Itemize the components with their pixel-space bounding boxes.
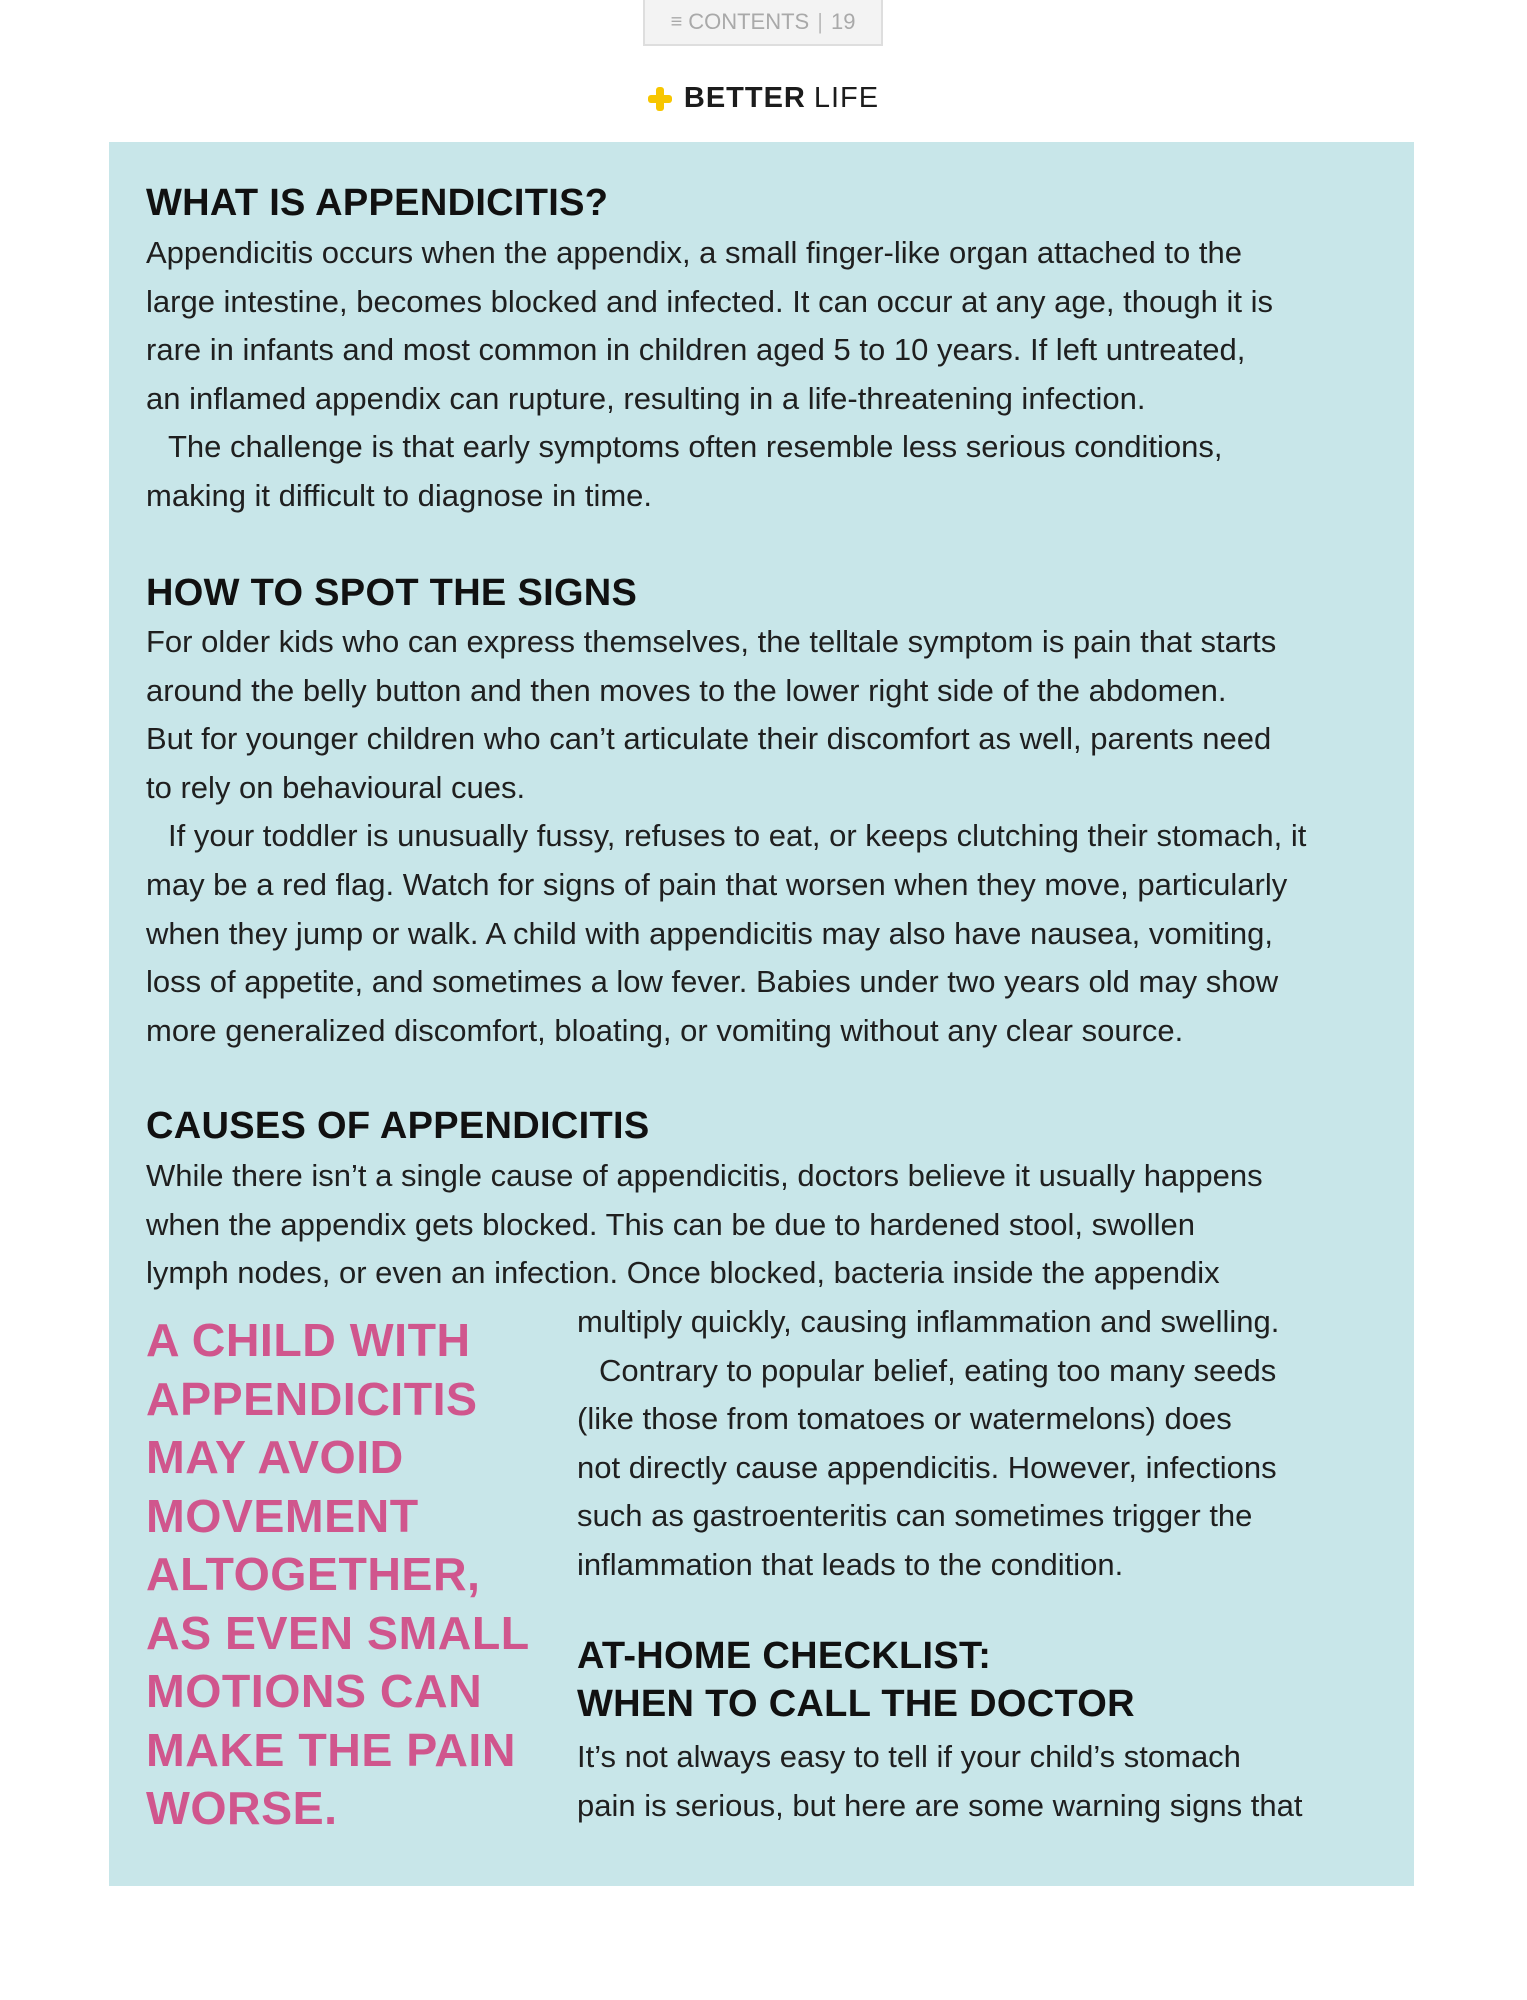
paragraph-causes-of-appendicitis: [146, 1152, 1396, 1298]
text-line: may be a red flag. Watch for signs of pain that worsen when they move, particularly: [146, 866, 1288, 902]
section-title-bold: BETTER: [683, 82, 806, 114]
text-line: The challenge is that early symptoms often resemble less serious conditions,: [168, 429, 1223, 465]
text-line: If your toddler is unusually fussy, refuses to eat, or keeps clutching their stomach, it: [168, 818, 1307, 854]
pull-quote-line: MAY AVOID: [146, 1431, 404, 1483]
menu-icon: ≡: [670, 10, 683, 33]
pull-quote-line: APPENDICITIS: [146, 1372, 478, 1425]
text-line: not directly cause appendicitis. However, infections: [577, 1449, 1277, 1485]
pull-quote-line: MOVEMENT: [146, 1489, 419, 1542]
text-line: rare in infants and most common in children aged 5 to 10 years. If left untreated,: [146, 332, 1246, 368]
section-header: [0, 82, 1527, 115]
article-panel: [109, 142, 1414, 1886]
pull-quote-line: WORSE.: [146, 1782, 338, 1834]
pull-quote-line: AS EVEN SMALL: [146, 1606, 530, 1659]
text-line: inflammation that leads to the condition.: [577, 1546, 1124, 1582]
contents-tab[interactable]: [643, 0, 883, 46]
text-line: an inflamed appendix can rupture, resulting in a life-threatening infection.: [146, 380, 1146, 416]
pull-quote-line: MOTIONS CAN: [146, 1665, 483, 1717]
text-line: While there isn’t a single cause of appendicitis, doctors believe it usually happens: [146, 1158, 1263, 1193]
text-line: lymph nodes, or even an infection. Once blocked, bacteria inside the appendix: [146, 1255, 1220, 1291]
section-title-light: LIFE: [813, 82, 880, 114]
text-line: multiply quickly, causing inflammation and swelling.: [577, 1304, 1280, 1339]
paragraph-causes-continued: [577, 1298, 1397, 1590]
paragraph-what-is-appendicitis: [146, 229, 1396, 521]
heading-how-to-spot-signs: HOW TO SPOT THE SIGNS: [146, 572, 638, 614]
text-line: when the appendix gets blocked. This can be due to hardened stool, swollen: [146, 1206, 1195, 1242]
text-line: But for younger children who can’t articulate their discomfort as well, parents need: [146, 721, 1272, 757]
paragraph-at-home-checklist: [577, 1733, 1397, 1830]
text-line: to rely on behavioural cues.: [146, 769, 526, 805]
heading-what-is-appendicitis: WHAT IS APPENDICITIS?: [146, 182, 609, 224]
page-number: 19: [830, 9, 856, 34]
text-line: around the belly button and then moves to the lower right side of the abdomen.: [146, 672, 1227, 708]
pull-quote: [146, 1311, 556, 1838]
text-line: For older kids who can express themselves, the telltale symptom is pain that starts: [146, 624, 1277, 659]
plus-icon: [648, 87, 672, 111]
heading-line: AT-HOME CHECKLIST:: [577, 1635, 992, 1677]
text-line: pain is serious, but here are some warning signs that: [577, 1787, 1303, 1823]
text-line: It’s not always easy to tell if your child’s stomach: [577, 1739, 1241, 1774]
pull-quote-line: MAKE THE PAIN: [146, 1723, 516, 1776]
contents-label: CONTENTS: [688, 9, 810, 34]
text-line: when they jump or walk. A child with appendicitis may also have nausea, vomiting,: [146, 915, 1273, 951]
text-line: more generalized discomfort, bloating, or vomiting without any clear source.: [146, 1012, 1184, 1048]
text-line: Contrary to popular belief, eating too many seeds: [599, 1352, 1277, 1388]
paragraph-how-to-spot-signs: [146, 618, 1396, 1055]
heading-line: WHEN TO CALL THE DOCTOR: [577, 1683, 1135, 1725]
pull-quote-line: A CHILD WITH: [146, 1314, 471, 1366]
text-line: Appendicitis occurs when the appendix, a small finger-like organ attached to the: [146, 235, 1242, 270]
pull-quote-line: ALTOGETHER,: [146, 1548, 481, 1600]
text-line: loss of appetite, and sometimes a low fever. Babies under two years old may show: [146, 964, 1279, 1000]
text-line: large intestine, becomes blocked and infected. It can occur at any age, though it is: [146, 283, 1274, 319]
heading-causes-of-appendicitis: CAUSES OF APPENDICITIS: [146, 1105, 650, 1147]
text-line: (like those from tomatoes or watermelons) does: [577, 1401, 1232, 1437]
tab-divider: |: [817, 9, 823, 34]
heading-at-home-checklist: [577, 1632, 1135, 1728]
text-line: making it difficult to diagnose in time.: [146, 477, 653, 513]
text-line: such as gastroenteritis can sometimes trigger the: [577, 1498, 1253, 1534]
